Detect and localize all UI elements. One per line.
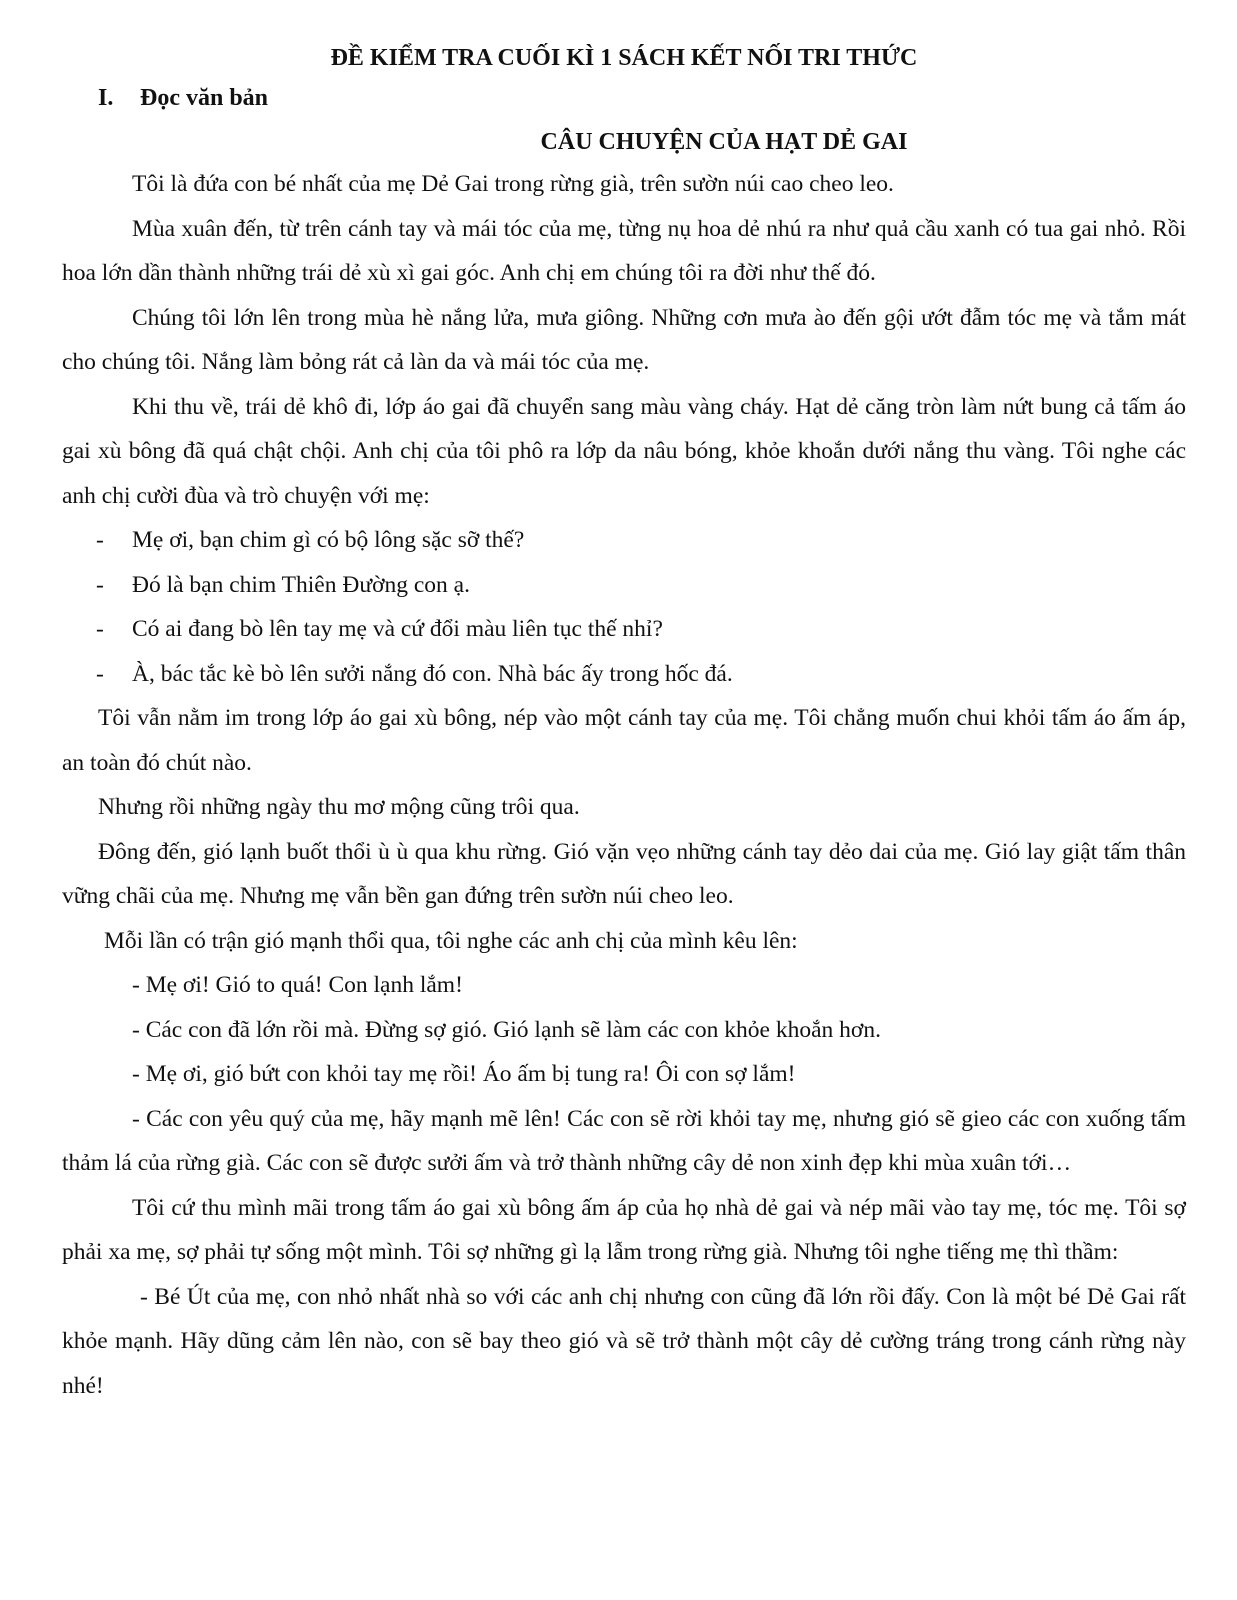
paragraph: Đông đến, gió lạnh buốt thổi ù ù qua khu rừng. Gió vặn vẹo những cánh tay dẻo dai của mẹ. Gió lay giật tấm thân vững chãi của mẹ. Nhưng mẹ vẫn bền gan đứng trên sườn núi cheo leo.: [62, 838, 1186, 909]
paragraph: Chúng tôi lớn lên trong mùa hè nắng lửa, mưa giông. Những cơn mưa ào đến gội ướt đẫm tóc mẹ và tắm mát cho chúng tôi. Nắng làm bỏng rát cả làn da và mái tóc của mẹ.: [62, 304, 1186, 375]
dialogue-line: [62, 563, 1186, 608]
paragraph: - Bé Út của mẹ, con nhỏ nhất nhà so với các anh chị nhưng con cũng đã lớn rồi đấy. Con là một bé Dẻ Gai rất khỏe mạnh. Hãy dũng cảm lên nào, con sẽ bay theo gió và sẽ trở thành một cây dẻ cường tráng trong cánh rừng này nhé!: [62, 1283, 1186, 1399]
dialogue-line: [62, 518, 1186, 563]
document-page: [62, 40, 1186, 1408]
dialogue-dash: -: [96, 660, 104, 687]
dialogue-paragraph: - Các con yêu quý của mẹ, hãy mạnh mẽ lên! Các con sẽ rời khỏi tay mẹ, nhưng gió sẽ gieo các con xuống tấm thảm lá của rừng già. Các con sẽ được sưởi ấm và trở thành những cây dẻ non xinh đẹp khi mùa xuân tới…: [62, 1105, 1186, 1176]
dialogue-text: Có ai đang bò lên tay mẹ và cứ đổi màu liên tục thế nhỉ?: [132, 616, 663, 642]
story-title: CÂU CHUYỆN CỦA HẠT DẺ GAI: [540, 129, 908, 155]
dialogue-text: Mẹ ơi, bạn chim gì có bộ lông sặc sỡ thế?: [132, 527, 525, 553]
section-label: Đọc văn bản: [140, 85, 269, 111]
dialogue-line: [62, 652, 1186, 697]
paragraph: Nhưng rồi những ngày thu mơ mộng cũng trôi qua.: [98, 794, 580, 820]
dialogue-paragraph: - Mẹ ơi, gió bứt con khỏi tay mẹ rồi! Áo ấm bị tung ra! Ôi con sợ lắm!: [132, 1061, 796, 1087]
dialogue-paragraph: - Các con đã lớn rồi mà. Đừng sợ gió. Gió lạnh sẽ làm các con khỏe khoắn hơn.: [132, 1016, 881, 1043]
dialogue-line: [62, 607, 1186, 652]
paragraph: Khi thu về, trái dẻ khô đi, lớp áo gai đã chuyển sang màu vàng cháy. Hạt dẻ căng tròn làm nứt bung cả tấm áo gai xù bông đã quá chật chội. Anh chị của tôi phô ra lớp da nâu bóng, khỏe khoắn dưới nắng thu vàng. Tôi nghe các anh chị cười đùa và trò chuyện với mẹ:: [62, 393, 1186, 509]
paragraph: Mỗi lần có trận gió mạnh thổi qua, tôi nghe các anh chị của mình kêu lên:: [104, 927, 798, 954]
dialogue-paragraph: - Mẹ ơi! Gió to quá! Con lạnh lắm!: [132, 972, 463, 998]
section-number: I.: [98, 85, 114, 111]
dialogue-text: Đó là bạn chim Thiên Đường con ạ.: [132, 571, 470, 598]
dialogue-dash: -: [96, 616, 104, 642]
dialogue-dash: -: [96, 571, 104, 598]
paragraph: Tôi cứ thu mình mãi trong tấm áo gai xù bông ấm áp của họ nhà dẻ gai và nép mãi vào tay mẹ, tóc mẹ. Tôi sợ phải xa mẹ, sợ phải tự sống một mình. Tôi sợ những gì lạ lẫm trong rừng già. Nhưng tôi nghe tiếng mẹ thì thầm:: [62, 1194, 1186, 1265]
section-heading: [62, 80, 1186, 116]
document-title: ĐỀ KIỂM TRA CUỐI KÌ 1 SÁCH KẾT NỐI TRI THỨC: [330, 45, 918, 71]
paragraph: Tôi vẫn nằm im trong lớp áo gai xù bông, nép vào một cánh tay của mẹ. Tôi chẳng muốn chui khỏi tấm áo ấm áp, an toàn đó chút nào.: [62, 705, 1186, 776]
paragraph: Tôi là đứa con bé nhất của mẹ Dẻ Gai trong rừng già, trên sườn núi cao cheo leo.: [132, 171, 894, 197]
paragraph: Mùa xuân đến, từ trên cánh tay và mái tóc của mẹ, từng nụ hoa dẻ nhú ra như quả cầu xanh có tua gai nhỏ. Rồi hoa lớn dần thành những trái dẻ xù xì gai góc. Anh chị em chúng tôi ra đời như thế đó.: [62, 215, 1186, 286]
dialogue-text: À, bác tắc kè bò lên sưởi nắng đó con. Nhà bác ấy trong hốc đá.: [132, 660, 733, 687]
dialogue-dash: -: [96, 527, 104, 553]
